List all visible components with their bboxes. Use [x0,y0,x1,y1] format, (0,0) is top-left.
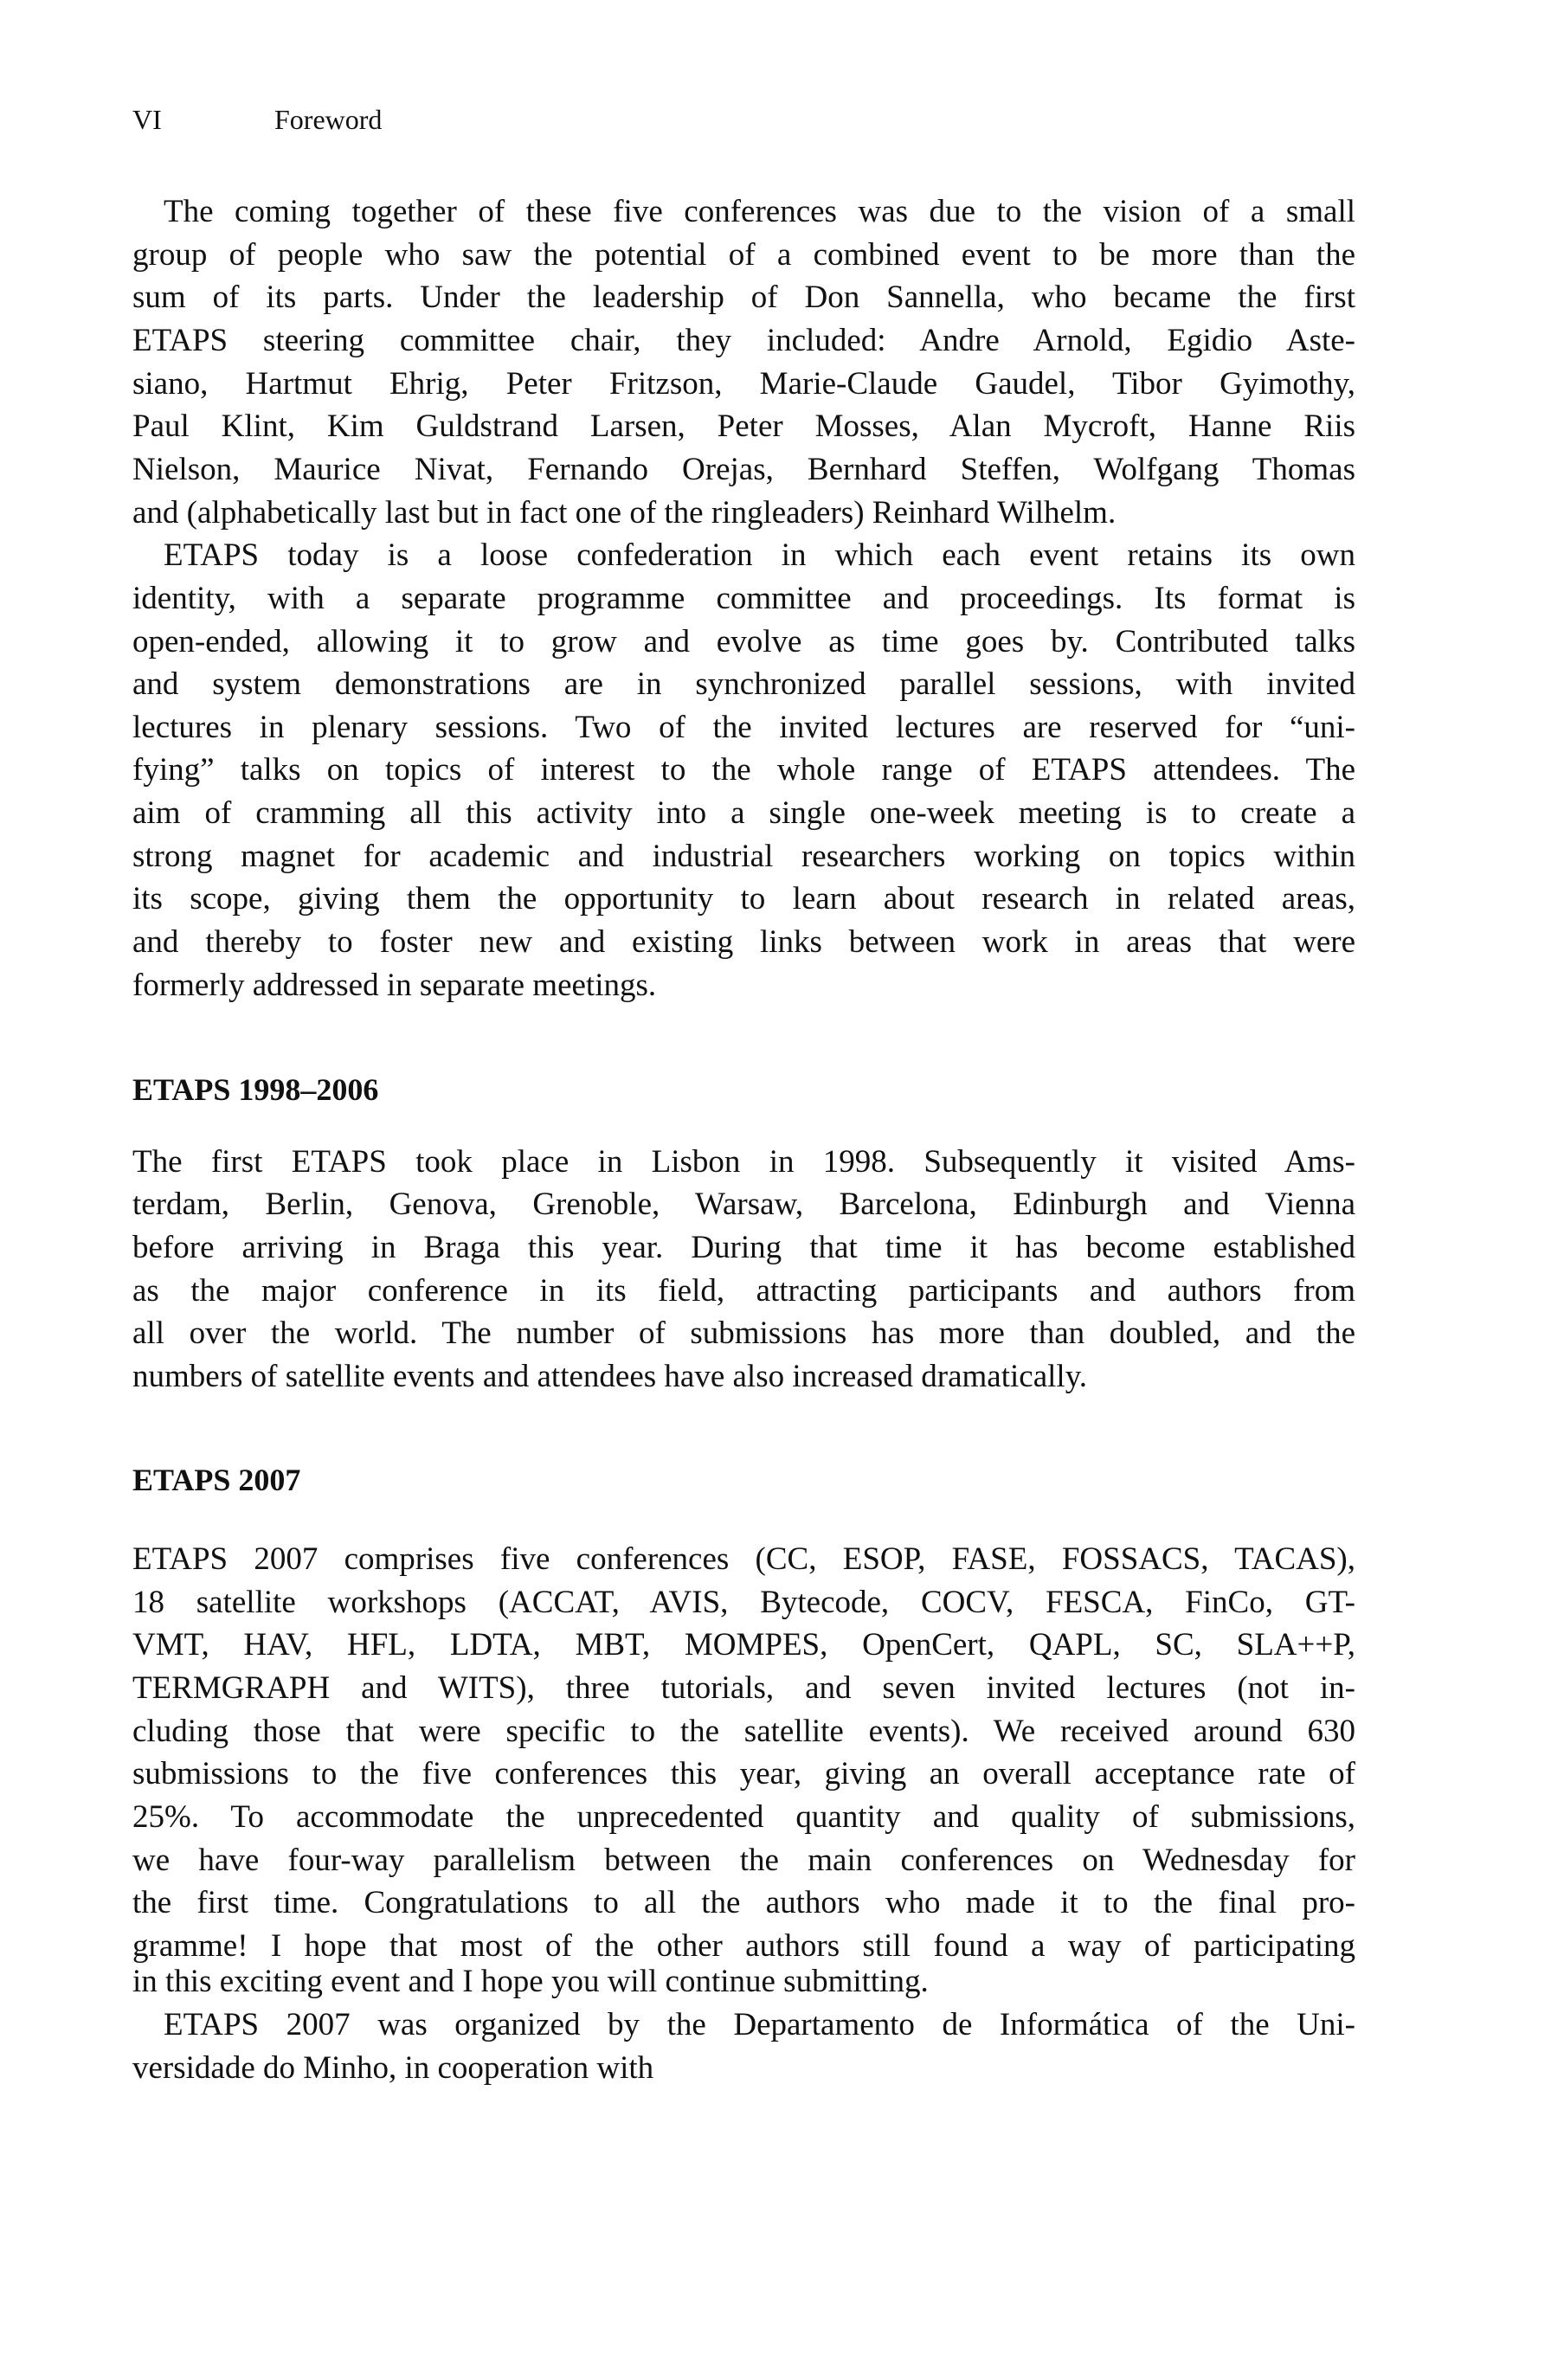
text-line: siano, Hartmut Ehrig, Peter Fritzson, Marie-Claude Gaudel, Tibor Gyimothy, [132,366,1355,402]
text-line: in this exciting event and I hope you will continue submitting. [132,1964,929,1999]
text-line: its scope, giving them the opportunity to learn about research in related areas, [132,881,1355,917]
text-line: Nielson, Maurice Nivat, Fernando Orejas, Bernhard Steffen, Wolfgang Thomas [132,452,1355,487]
text-line: submissions to the five conferences this year, giving an overall acceptance rate of [132,1756,1355,1791]
text-line: lectures in plenary sessions. Two of the invited lectures are reserved for “uni- [132,710,1355,745]
text-line: strong magnet for academic and industrial researchers working on topics within [132,839,1355,874]
text-line: VMT, HAV, HFL, LDTA, MBT, MOMPES, OpenCert, QAPL, SC, SLA++P, [132,1627,1355,1663]
text-line: open-ended, allowing it to grow and evolve as time goes by. Contributed talks [132,624,1355,659]
text-line: The first ETAPS took place in Lisbon in 1998. Subsequently it visited Ams- [132,1144,1355,1180]
text-line: ETAPS 2007 was organized by the Departamento de Informática of the Uni- [164,2007,1355,2042]
text-line: TERMGRAPH and WITS), three tutorials, and seven invited lectures (not in- [132,1670,1355,1706]
text-line: terdam, Berlin, Genova, Grenoble, Warsaw, Barcelona, Edinburgh and Vienna [132,1187,1355,1222]
text-line: aim of cramming all this activity into a single one-week meeting is to create a [132,795,1355,831]
text-line: ETAPS 2007 comprises five conferences (CC, ESOP, FASE, FOSSACS, TACAS), [132,1541,1355,1577]
text-line: numbers of satellite events and attendees have also increased dramatically. [132,1359,1088,1394]
text-line: sum of its parts. Under the leadership of Don Sannella, who became the first [132,280,1355,315]
text-line: versidade do Minho, in cooperation with [132,2050,654,2086]
text-line: all over the world. The number of submissions has more than doubled, and the [132,1315,1355,1351]
text-line: and thereby to foster new and existing links between work in areas that were [132,924,1355,960]
running-head-title: Foreword [274,104,383,135]
text-line: as the major conference in its field, attracting participants and authors from [132,1273,1355,1309]
text-line: fying” talks on topics of interest to the whole range of ETAPS attendees. The [132,752,1355,788]
text-line: and system demonstrations are in synchronized parallel sessions, with invited [132,666,1355,702]
section-heading: ETAPS 2007 [132,1463,301,1497]
text-line: 18 satellite workshops (ACCAT, AVIS, Bytecode, COCV, FESCA, FinCo, GT- [132,1585,1355,1620]
text-line: ETAPS today is a loose confederation in which each event retains its own [164,537,1355,573]
text-line: and (alphabetically last but in fact one of the ringleaders) Reinhard Wilhelm. [132,495,1117,531]
text-line: The coming together of these five conferences was due to the vision of a small [164,194,1355,229]
text-line: identity, with a separate programme committee and proceedings. Its format is [132,581,1355,616]
text-line: Paul Klint, Kim Guldstrand Larsen, Peter Mosses, Alan Mycroft, Hanne Riis [132,408,1355,444]
text-line: group of people who saw the potential of a combined event to be more than the [132,237,1355,273]
text-line: ETAPS steering committee chair, they included: Andre Arnold, Egidio Aste- [132,323,1355,358]
text-line: we have four-way parallelism between the main conferences on Wednesday for [132,1843,1355,1878]
text-line: formerly addressed in separate meetings. [132,968,657,1003]
text-line: the first time. Congratulations to all the authors who made it to the final pro- [132,1885,1355,1920]
text-line: before arriving in Braga this year. During that time it has become established [132,1230,1355,1265]
page-number: VI [132,104,162,135]
text-line: cluding those that were specific to the satellite events). We received around 630 [132,1714,1355,1749]
text-line: 25%. To accommodate the unprecedented quantity and quality of submissions, [132,1799,1355,1835]
text-line: gramme! I hope that most of the other authors still found a way of participating [132,1928,1355,1964]
section-heading: ETAPS 1998–2006 [132,1072,379,1107]
